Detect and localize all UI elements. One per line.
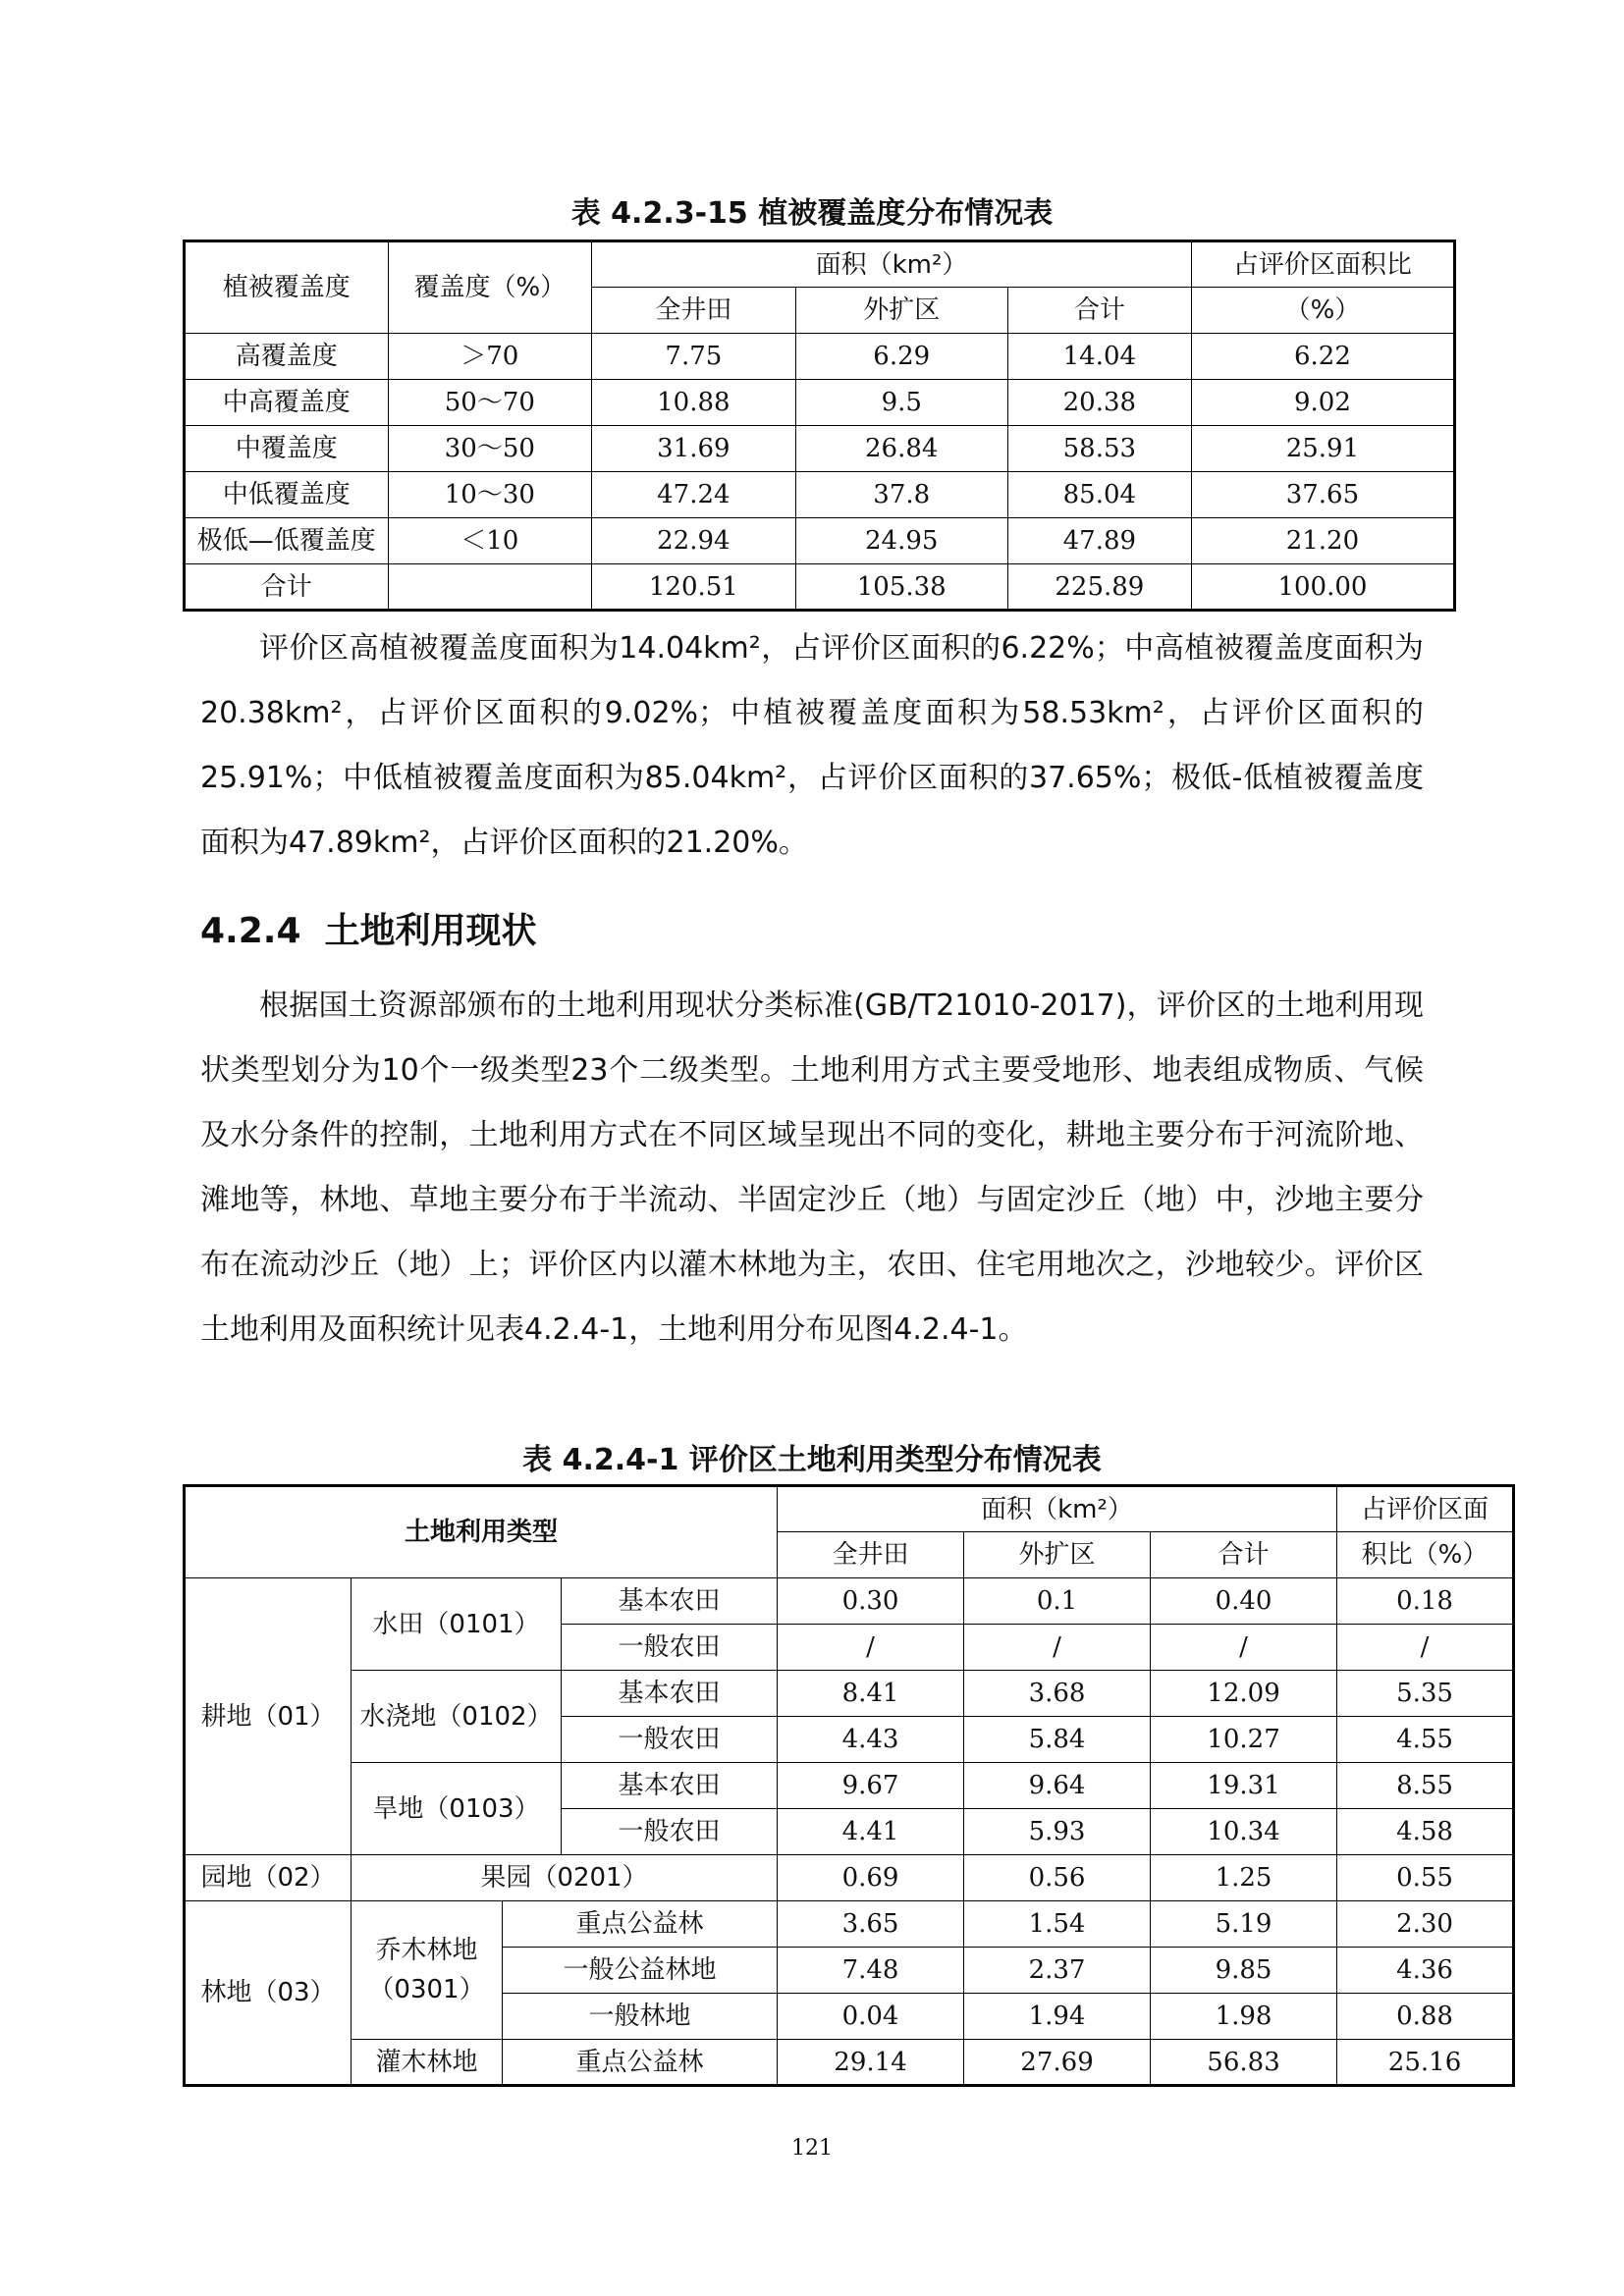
row-expansion: 6.29 [795,334,1007,380]
page-number: 121 [791,2136,833,2161]
row-ratio: 6.22 [1191,334,1454,380]
row-expansion: 27.69 [964,2040,1151,2086]
row-ratio: 37.65 [1191,472,1454,518]
subcategory-shrub-forest: 灌木林地 [352,2040,503,2086]
table1-caption: 表 4.2.3-15 植被覆盖度分布情况表 [570,196,1054,231]
table-row [185,1763,1514,1809]
row-total: 0.40 [1151,1578,1337,1625]
table-row [185,472,1455,518]
row-total: 9.85 [1151,1948,1337,1994]
row-expansion: 3.68 [964,1671,1151,1717]
category-forest: 林地（03） [185,1901,352,2086]
header-ratio-unit: （%） [1191,288,1454,334]
row-whole-field: 22.94 [592,518,796,564]
row-ratio: 0.18 [1337,1578,1514,1625]
subcategory-orchard: 果园（0201） [352,1855,778,1901]
row-total: 1.25 [1151,1855,1337,1901]
row-expansion: 37.8 [795,472,1007,518]
row-whole-field: 29.14 [778,2040,964,2086]
row-whole-field: 3.65 [778,1901,964,1948]
row-expansion: 1.54 [964,1901,1151,1948]
row-ratio: 4.58 [1337,1809,1514,1855]
row-ratio: 5.35 [1337,1671,1514,1717]
row-total: / [1151,1625,1337,1671]
table2-caption: 表 4.2.4-1 评价区土地利用类型分布情况表 [522,1443,1102,1477]
header-whole-field: 全井田 [592,288,796,334]
row-ratio: 21.20 [1191,518,1454,564]
row-ratio: 100.00 [1191,564,1454,611]
row-total: 225.89 [1007,564,1191,611]
row-total: 5.19 [1151,1901,1337,1948]
row-whole-field: 0.04 [778,1994,964,2040]
row-total: 10.34 [1151,1809,1337,1855]
row-sub: 基本农田 [562,1763,778,1809]
header-whole-field: 全井田 [778,1532,964,1578]
table-row [185,1855,1514,1901]
row-total: 1.98 [1151,1994,1337,2040]
row-expansion: 0.1 [964,1578,1151,1625]
row-total: 56.83 [1151,2040,1337,2086]
row-ratio: 25.16 [1337,2040,1514,2086]
row-ratio: 25.91 [1191,426,1454,472]
row-ratio: 0.88 [1337,1994,1514,2040]
header-area: 面积（km²） [778,1486,1337,1532]
row-coverage [388,564,592,611]
row-whole-field: 10.88 [592,380,796,426]
row-whole-field: 7.75 [592,334,796,380]
row-expansion: 0.56 [964,1855,1151,1901]
subcategory-dryland: 旱地（0103） [352,1763,562,1855]
row-expansion: 9.64 [964,1763,1151,1809]
row-expansion: / [964,1625,1151,1671]
row-sub: 基本农田 [562,1671,778,1717]
header-coverage-percent: 覆盖度（%） [388,241,592,334]
row-total: 85.04 [1007,472,1191,518]
row-whole-field: 31.69 [592,426,796,472]
row-whole-field: 47.24 [592,472,796,518]
row-whole-field: 0.69 [778,1855,964,1901]
row-whole-field: 0.30 [778,1578,964,1625]
row-sub: 一般公益林地 [503,1948,778,1994]
row-ratio: 0.55 [1337,1855,1514,1901]
row-expansion: 105.38 [795,564,1007,611]
arbor-code: （0301） [368,1975,485,2004]
table-row [185,518,1455,564]
row-whole-field: 7.48 [778,1948,964,1994]
header-ratio-unit: 积比（%） [1337,1532,1514,1578]
row-whole-field: 4.41 [778,1809,964,1855]
row-whole-field: 9.67 [778,1763,964,1809]
table-row [185,1578,1514,1625]
row-expansion: 9.5 [795,380,1007,426]
row-total: 19.31 [1151,1763,1337,1809]
row-sub: 一般农田 [562,1809,778,1855]
category-garden: 园地（02） [185,1855,352,1901]
row-coverage: ＞70 [388,334,592,380]
category-cropland: 耕地（01） [185,1578,352,1855]
header-ratio: 占评价区面 [1337,1486,1514,1532]
row-total: 10.27 [1151,1717,1337,1763]
row-ratio: 8.55 [1337,1763,1514,1809]
paragraph-vegetation-summary [200,616,1424,876]
row-sub: 重点公益林 [503,2040,778,2086]
row-total: 14.04 [1007,334,1191,380]
row-ratio: 4.55 [1337,1717,1514,1763]
paragraph-text: 评价区高植被覆盖度面积为14.04km²，占评价区面积的6.22%；中高植被覆盖度面积为20.38km²，占评价区面积的9.02%；中植被覆盖度面积为58.53km²，占评价区面积的25.91%；中低植被覆盖度面积为85.04km²，占评价区面积的37.65%；极低-低植被覆盖度面积为47.89km²，占评价区面积的21.20%。 [200,631,1424,860]
header-expansion-area: 外扩区 [964,1532,1151,1578]
row-ratio: / [1337,1625,1514,1671]
table-row [185,2040,1514,2086]
table-row [185,334,1455,380]
row-expansion: 5.93 [964,1809,1151,1855]
row-name: 中高覆盖度 [185,380,389,426]
row-name: 中低覆盖度 [185,472,389,518]
row-whole-field: 120.51 [592,564,796,611]
row-whole-field: / [778,1625,964,1671]
row-ratio: 9.02 [1191,380,1454,426]
table-row [185,380,1455,426]
row-name: 高覆盖度 [185,334,389,380]
paragraph-text: 根据国土资源部颁布的土地利用现状分类标准(GB/T21010-2017)，评价区的土地利用现状类型划分为10个一级类型23个二级类型。土地利用方式主要受地形、地表组成物质、气候及水分条件的控制，土地利用方式在不同区域呈现出不同的变化，耕地主要分布于河流阶地、滩地等，林地、草地主要分布于半流动、半固定沙丘（地）与固定沙丘（地）中，沙地主要分布在流动沙丘（地）上；评价区内以灌木林地为主，农田、住宅用地次之，沙地较少。评价区土地利用及面积统计见表4.2.4-1，土地利用分布见图4.2.4-1。 [200,988,1424,1347]
row-expansion: 1.94 [964,1994,1151,2040]
row-sub: 一般农田 [562,1625,778,1671]
table-row [185,1901,1514,1948]
header-ratio: 占评价区面积比 [1191,241,1454,288]
row-coverage: 50～70 [388,380,592,426]
row-total: 47.89 [1007,518,1191,564]
section-title: 土地利用现状 [324,911,537,951]
section-heading [200,903,537,953]
subcategory-paddy: 水田（0101） [352,1578,562,1671]
row-whole-field: 4.43 [778,1717,964,1763]
header-area: 面积（km²） [592,241,1192,288]
row-expansion: 24.95 [795,518,1007,564]
row-sub: 一般林地 [503,1994,778,2040]
row-ratio: 2.30 [1337,1901,1514,1948]
header-total: 合计 [1007,288,1191,334]
subcategory-irrigated: 水浇地（0102） [352,1671,562,1763]
row-sub: 重点公益林 [503,1901,778,1948]
row-coverage: 10～30 [388,472,592,518]
row-name: 中覆盖度 [185,426,389,472]
arbor-label: 乔木林地 [375,1936,478,1965]
row-expansion: 2.37 [964,1948,1151,1994]
header-total: 合计 [1151,1532,1337,1578]
section-number: 4.2.4 [200,911,301,951]
row-total: 58.53 [1007,426,1191,472]
table-row [185,426,1455,472]
vegetation-coverage-table [183,240,1456,612]
row-total: 12.09 [1151,1671,1337,1717]
row-coverage: 30～50 [388,426,592,472]
row-sub: 基本农田 [562,1578,778,1625]
row-expansion: 5.84 [964,1717,1151,1763]
header-expansion-area: 外扩区 [795,288,1007,334]
row-name: 合计 [185,564,389,611]
row-whole-field: 8.41 [778,1671,964,1717]
header-land-use-type: 土地利用类型 [185,1486,778,1578]
table-row-total [185,564,1455,611]
row-sub: 一般农田 [562,1717,778,1763]
row-name: 极低—低覆盖度 [185,518,389,564]
paragraph-land-use [200,974,1424,1362]
land-use-table [183,1484,1515,2087]
row-ratio: 4.36 [1337,1948,1514,1994]
subcategory-arbor-forest [352,1901,503,2040]
row-expansion: 26.84 [795,426,1007,472]
row-total: 20.38 [1007,380,1191,426]
row-coverage: ＜10 [388,518,592,564]
header-coverage-class: 植被覆盖度 [185,241,389,334]
table-row [185,1671,1514,1717]
